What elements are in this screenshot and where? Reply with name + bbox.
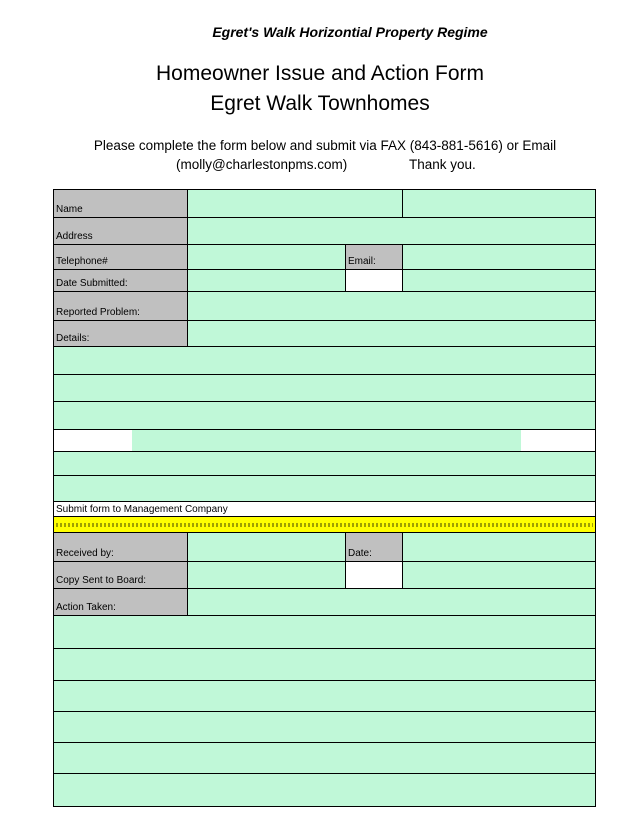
- address-input[interactable]: [188, 218, 595, 245]
- blank-cell: [521, 430, 595, 452]
- details-line[interactable]: [54, 476, 595, 502]
- action-line[interactable]: [54, 743, 595, 774]
- action-line[interactable]: [54, 649, 595, 681]
- reported-problem-input[interactable]: [188, 292, 595, 321]
- action-line[interactable]: [54, 681, 595, 712]
- date-label: Date:: [346, 533, 403, 562]
- copy-sent-extra[interactable]: [403, 562, 595, 589]
- details-line[interactable]: [54, 347, 595, 375]
- blank-cell: [54, 430, 132, 452]
- details-line[interactable]: [54, 402, 595, 430]
- form-title: Homeowner Issue and Action Form: [156, 62, 484, 85]
- details-line[interactable]: [54, 452, 595, 476]
- details-label: Details:: [54, 321, 188, 347]
- date-submitted-input[interactable]: [188, 270, 346, 292]
- community-name: Egret Walk Townhomes: [210, 92, 430, 115]
- date-submitted-extra[interactable]: [403, 270, 595, 292]
- instructions-line1: Please complete the form below and submit via FAX (843-881-5616) or Email: [93, 138, 557, 153]
- copy-sent-label: Copy Sent to Board:: [54, 562, 188, 589]
- name-extra-input[interactable]: [403, 190, 595, 218]
- date-input[interactable]: [403, 533, 595, 562]
- action-line[interactable]: [54, 712, 595, 743]
- action-line[interactable]: [54, 616, 595, 649]
- regime-title: Egret's Walk Horizontial Property Regime: [212, 24, 488, 40]
- received-by-input[interactable]: [188, 533, 346, 562]
- telephone-input[interactable]: [188, 245, 346, 270]
- instructions-email: (molly@charlestonpms.com): [176, 157, 348, 172]
- email-input[interactable]: [403, 245, 595, 270]
- telephone-label: Telephone#: [54, 245, 188, 270]
- email-label: Email:: [346, 245, 403, 270]
- action-line[interactable]: [54, 774, 595, 806]
- action-taken-label: Action Taken:: [54, 589, 188, 616]
- submit-instruction: Submit form to Management Company: [54, 502, 595, 517]
- name-input[interactable]: [188, 190, 403, 218]
- blank-cell: [346, 562, 403, 589]
- name-label: Name: [54, 190, 188, 218]
- copy-sent-input[interactable]: [188, 562, 346, 589]
- details-line[interactable]: [54, 375, 595, 402]
- thank-you-text: Thank you.: [409, 157, 476, 172]
- reported-problem-label: Reported Problem:: [54, 292, 188, 321]
- date-submitted-label: Date Submitted:: [54, 270, 188, 292]
- blank-cell: [346, 270, 403, 292]
- details-line[interactable]: [132, 430, 521, 452]
- address-label: Address: [54, 218, 188, 245]
- details-input[interactable]: [188, 321, 595, 347]
- received-by-label: Received by:: [54, 533, 188, 562]
- action-taken-input[interactable]: [188, 589, 595, 616]
- divider-bar: [54, 517, 595, 533]
- issue-form: [53, 189, 596, 807]
